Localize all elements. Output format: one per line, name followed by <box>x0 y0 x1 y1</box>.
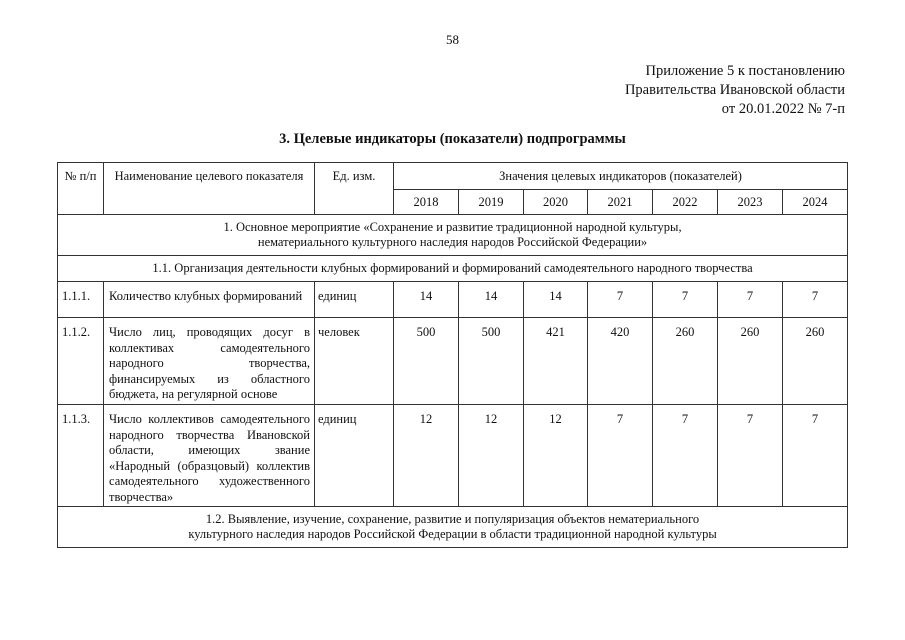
appendix-note <box>625 62 845 119</box>
row-unit: единиц <box>315 282 394 318</box>
row-name: Количество клубных формирований <box>104 282 315 318</box>
row-value: 420 <box>588 318 653 405</box>
row-value: 7 <box>653 405 718 507</box>
row-value: 500 <box>394 318 459 405</box>
appendix-line-2: Правительства Ивановской области <box>624 82 845 98</box>
section-1-2-row <box>58 507 848 548</box>
row-num: 1.1.1. <box>58 282 104 318</box>
row-num: 1.1.2. <box>58 318 104 405</box>
indicators-table <box>57 162 848 548</box>
table-row <box>58 318 848 405</box>
row-value: 7 <box>783 405 848 507</box>
year-header: 2019 <box>459 190 524 215</box>
header-name: Наименование целевого показателя <box>104 163 315 215</box>
row-value: 260 <box>783 318 848 405</box>
year-header: 2022 <box>653 190 718 215</box>
header-row <box>58 163 848 190</box>
year-header: 2023 <box>718 190 783 215</box>
row-value: 7 <box>588 405 653 507</box>
section-title: 3. Целевые индикаторы (показатели) подпрограммы <box>279 131 626 147</box>
row-unit: человек <box>315 318 394 405</box>
row-value: 12 <box>394 405 459 507</box>
table-row <box>58 282 848 318</box>
row-value: 7 <box>653 282 718 318</box>
row-value: 12 <box>459 405 524 507</box>
subsection-1-1-title: 1.1. Организация деятельности клубных формирований и формирований самодеятельного народного творчества <box>58 256 848 282</box>
row-value: 14 <box>459 282 524 318</box>
row-value: 7 <box>783 282 848 318</box>
row-value: 7 <box>718 282 783 318</box>
row-value: 7 <box>718 405 783 507</box>
section-1-row <box>58 215 848 256</box>
year-header: 2021 <box>588 190 653 215</box>
year-header: 2024 <box>783 190 848 215</box>
row-value: 260 <box>718 318 783 405</box>
header-num: № п/п <box>58 163 104 215</box>
subsection-1-1-row <box>58 256 848 282</box>
row-value: 260 <box>653 318 718 405</box>
row-num: 1.1.3. <box>58 405 104 507</box>
year-header: 2018 <box>394 190 459 215</box>
table-row <box>58 405 848 507</box>
row-name: Число лиц, проводящих досуг в коллективах самодеятельного народного творчества, финансируемых из областного бюджета, на регулярной основе <box>104 318 315 405</box>
header-values-group: Значения целевых индикаторов (показателей) <box>394 163 848 190</box>
section-1-2-title <box>58 507 848 548</box>
section-1-2-line-2: культурного наследия народов Российской Федерации в области традиционной народной культуры <box>188 527 717 541</box>
section-1-2-line-1: 1.2. Выявление, изучение, сохранение, развитие и популяризация объектов нематериального <box>205 512 700 526</box>
section-1-line-2: нематериального культурного наследия народов Российской Федерации» <box>257 235 648 249</box>
row-value: 7 <box>588 282 653 318</box>
row-name: Число коллективов самодеятельного народного творчества Ивановской области, имеющих звание «Народный (образцовый) коллектив самодеятельного художественного творчества» <box>104 405 315 507</box>
row-value: 500 <box>459 318 524 405</box>
header-unit: Ед. изм. <box>315 163 394 215</box>
year-header: 2020 <box>524 190 588 215</box>
row-value: 12 <box>524 405 588 507</box>
row-unit: единиц <box>315 405 394 507</box>
row-value: 421 <box>524 318 588 405</box>
appendix-line-3: от 20.01.2022 № 7-п <box>721 101 845 117</box>
appendix-line-1: Приложение 5 к постановлению <box>645 63 845 79</box>
row-value: 14 <box>394 282 459 318</box>
section-1-title <box>58 215 848 256</box>
section-1-line-1: 1. Основное мероприятие «Сохранение и развитие традиционной народной культуры, <box>223 220 682 234</box>
row-value: 14 <box>524 282 588 318</box>
page-number: 58 <box>446 32 459 47</box>
